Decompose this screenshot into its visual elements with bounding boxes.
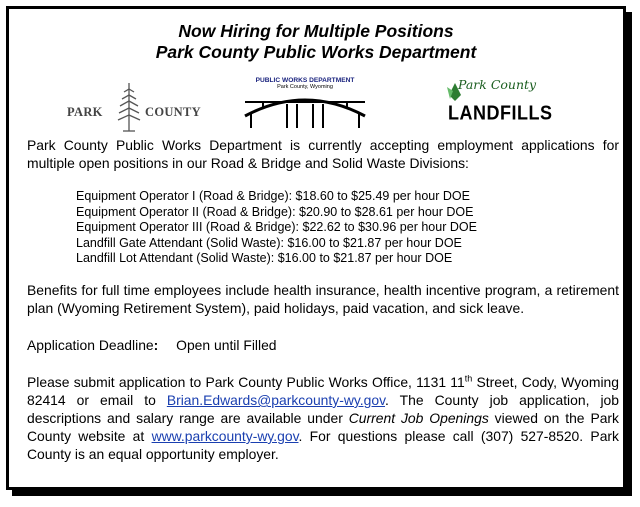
park-county-logo bbox=[67, 81, 201, 133]
public-works-logo-title: PUBLIC WORKS DEPARTMENT bbox=[255, 77, 355, 84]
positions-list bbox=[76, 189, 477, 267]
landfills-logo-script: Park County bbox=[458, 77, 537, 92]
deadline-colon: : bbox=[153, 337, 159, 353]
intro-paragraph: Park County Public Works Department is currently accepting employment applications for multiple open positions in our Road & Bridge and Solid Waste Divisions: bbox=[27, 137, 619, 171]
bridge-icon bbox=[243, 90, 367, 130]
list-item: Landfill Gate Attendant (Solid Waste): $16.00 to $21.87 per hour DOE bbox=[76, 235, 462, 250]
list-item: Landfill Lot Attendant (Solid Waste): $16.00 to $21.87 per hour DOE bbox=[76, 251, 453, 266]
park-county-logo-right-word: COUNTY bbox=[145, 105, 201, 119]
public-works-logo bbox=[243, 77, 367, 131]
apply-text-1: Please submit application to Park County Public Works Office, 1131 11 bbox=[27, 374, 465, 390]
logo-row bbox=[9, 75, 623, 135]
email-link[interactable]: Brian.Edwards@parkcounty-wy.gov bbox=[166, 392, 386, 408]
flyer-title bbox=[9, 21, 623, 63]
deadline-line bbox=[27, 336, 619, 354]
deadline-value: Open until Filled bbox=[176, 337, 277, 353]
public-works-logo-subtitle: Park County, Wyoming bbox=[277, 84, 333, 90]
apply-text-2: Street, Cody, Wyoming 82414 or email to bbox=[27, 374, 619, 408]
flyer-frame bbox=[6, 6, 626, 490]
benefits-paragraph: Benefits for full time employees include health insurance, health incentive program, a retirement plan (Wyoming Retirement System), paid holidays, paid vacation, and sick leave. bbox=[27, 282, 619, 316]
apply-text-4: viewed on the Park County website at bbox=[27, 410, 619, 444]
apply-text-5: . For questions please call (307) 527-8520. Park County is an equal opportunity employer. bbox=[27, 428, 619, 462]
tree-icon bbox=[115, 81, 143, 133]
landfills-logo-wordmark: LANDFILLS bbox=[448, 101, 553, 124]
job-openings-text: Current Job Openings bbox=[348, 410, 489, 426]
website-link[interactable]: www.parkcounty-wy.gov bbox=[151, 428, 299, 444]
apply-superscript: th bbox=[464, 373, 473, 384]
apply-paragraph bbox=[27, 373, 619, 463]
park-county-logo-left-word: PARK bbox=[67, 105, 103, 119]
deadline-label: Application Deadline bbox=[27, 337, 154, 353]
title-line-1: Now Hiring for Multiple Positions bbox=[178, 21, 454, 41]
list-item: Equipment Operator III (Road & Bridge): $22.62 to $30.96 per hour DOE bbox=[76, 220, 477, 235]
list-item: Equipment Operator II (Road & Bridge): $20.90 to $28.61 per hour DOE bbox=[76, 204, 474, 219]
apply-text-3: . The County job application, job descriptions and salary range are available under bbox=[27, 392, 619, 426]
landfills-logo bbox=[444, 75, 554, 133]
title-line-2: Park County Public Works Department bbox=[155, 42, 477, 62]
list-item: Equipment Operator I (Road & Bridge): $18.60 to $25.49 per hour DOE bbox=[76, 189, 470, 203]
